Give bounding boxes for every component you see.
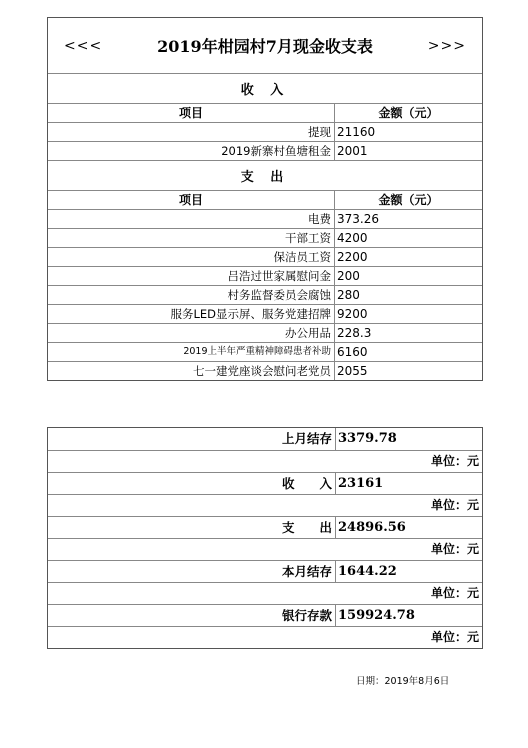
row-value: 21160 — [337, 125, 376, 139]
summary-value: 159924.78 — [338, 608, 415, 623]
unit-label: 单位：元 — [430, 454, 479, 468]
row-value: 6160 — [337, 345, 368, 359]
summary-row — [48, 472, 482, 494]
summary-value: 24896.56 — [338, 520, 406, 535]
expense-col-amount: 金额（元） — [378, 193, 439, 207]
summary-label: 本月结存 — [48, 561, 336, 582]
title-row — [48, 18, 482, 73]
row-value: 200 — [337, 269, 360, 283]
row-value: 2001 — [337, 144, 368, 158]
table-row — [48, 361, 482, 380]
row-label: 干部工资 — [48, 229, 335, 247]
unit-label: 单位：元 — [430, 630, 479, 644]
row-label: 2019新寨村鱼塘租金 — [48, 142, 335, 160]
unit-label: 单位：元 — [430, 586, 479, 600]
table-row — [48, 141, 482, 160]
unit-row — [48, 450, 482, 472]
table-row — [48, 122, 482, 141]
row-value: 2055 — [337, 364, 368, 378]
summary-value: 1644.22 — [338, 564, 397, 579]
page-title: 2019年柑园村7月现金收支表 — [157, 37, 373, 56]
table-row — [48, 247, 482, 266]
table-row — [48, 228, 482, 247]
expense-col-item: 项目 — [48, 191, 335, 209]
expense-section-title: 支 出 — [48, 160, 482, 190]
summary-label: 收 入 — [48, 473, 336, 494]
row-value: 2200 — [337, 250, 368, 264]
income-header-row — [48, 103, 482, 122]
row-label: 吕浩过世家属慰问金 — [48, 267, 335, 285]
next-link[interactable]: >>> — [427, 37, 466, 54]
table-row — [48, 209, 482, 228]
summary-label: 上月结存 — [48, 428, 336, 450]
expense-header-row — [48, 190, 482, 209]
income-col-item: 项目 — [48, 104, 335, 122]
unit-label: 单位：元 — [430, 498, 479, 512]
row-value: 228.3 — [337, 326, 372, 340]
prev-link[interactable]: <<< — [64, 37, 103, 54]
table-row — [48, 285, 482, 304]
summary-table — [47, 427, 483, 649]
row-label: 服务LED显示屏、服务党建招牌 — [48, 305, 335, 323]
summary-value: 23161 — [338, 476, 384, 491]
summary-row — [48, 560, 482, 582]
unit-row — [48, 494, 482, 516]
row-label: 保洁员工资 — [48, 248, 335, 266]
summary-label: 支 出 — [48, 517, 336, 538]
row-label: 2019上半年严重精神障碍患者补助 — [48, 343, 335, 361]
row-value: 280 — [337, 288, 360, 302]
income-col-amount: 金额（元） — [378, 106, 439, 120]
table-row — [48, 266, 482, 285]
summary-value: 3379.78 — [338, 431, 397, 446]
unit-row — [48, 538, 482, 560]
unit-row — [48, 626, 482, 648]
table-row — [48, 323, 482, 342]
table-row — [48, 304, 482, 323]
summary-row — [48, 604, 482, 626]
row-label: 提现 — [48, 123, 335, 141]
unit-row — [48, 582, 482, 604]
row-value: 4200 — [337, 231, 368, 245]
income-section-title: 收 入 — [48, 73, 482, 103]
summary-row — [48, 516, 482, 538]
row-value: 373.26 — [337, 212, 379, 226]
summary-label: 银行存款 — [48, 605, 336, 626]
cash-statement-table — [47, 17, 483, 381]
summary-row — [48, 428, 482, 450]
table-row — [48, 342, 482, 361]
unit-label: 单位：元 — [430, 542, 479, 556]
row-label: 七一建党座谈会慰问老党员 — [48, 362, 335, 380]
row-label: 村务监督委员会腐蚀 — [48, 286, 335, 304]
row-label: 电费 — [48, 210, 335, 228]
row-label: 办公用品 — [48, 324, 335, 342]
report-date: 日期：2019年8月6日 — [356, 676, 450, 687]
row-value: 9200 — [337, 307, 368, 321]
